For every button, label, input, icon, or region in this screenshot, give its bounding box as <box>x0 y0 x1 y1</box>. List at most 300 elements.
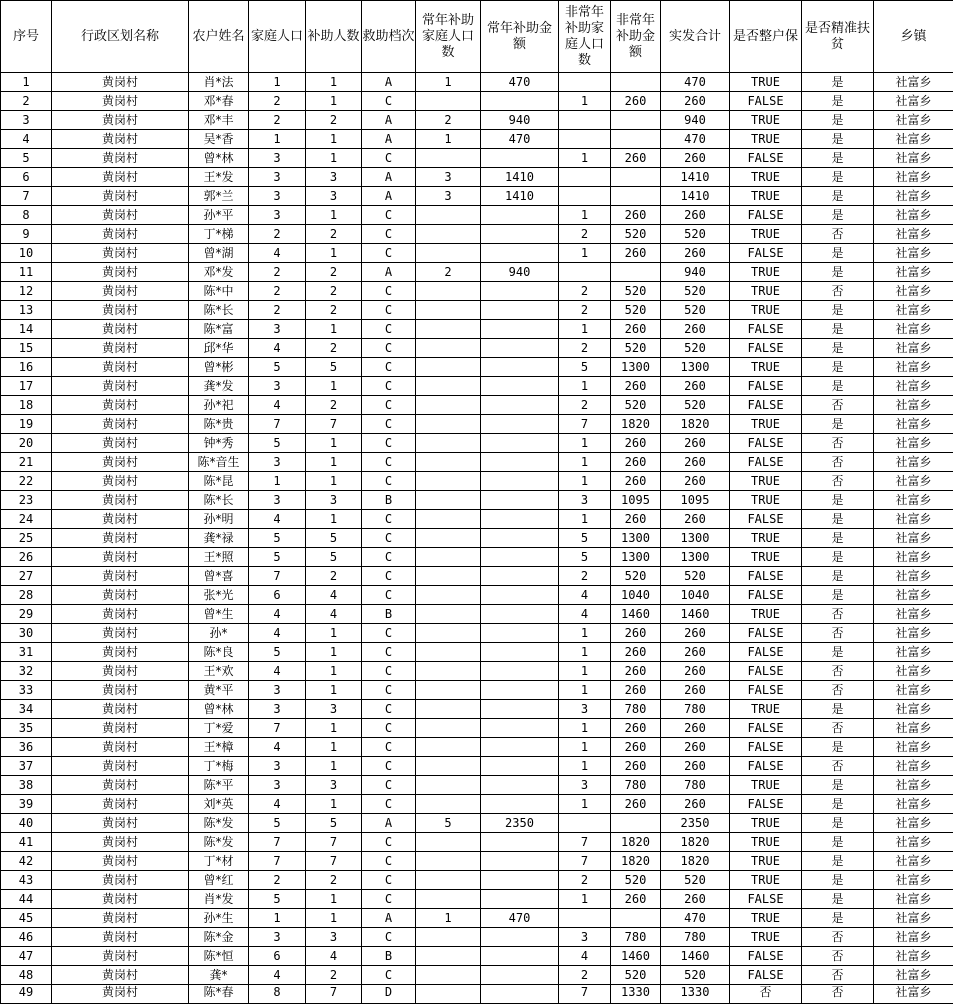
table-cell[interactable]: 陈*中 <box>189 282 249 301</box>
table-cell[interactable]: 37 <box>1 757 52 776</box>
table-cell[interactable]: 是 <box>802 833 874 852</box>
table-cell[interactable]: 社富乡 <box>874 833 953 852</box>
table-cell[interactable]: 王*欢 <box>189 662 249 681</box>
table-cell[interactable]: 黄岗村 <box>52 111 189 130</box>
table-cell[interactable]: 520 <box>661 396 730 415</box>
table-cell[interactable]: 黄岗村 <box>52 909 189 928</box>
table-cell[interactable]: 1 <box>559 453 611 472</box>
table-cell[interactable]: 470 <box>481 130 559 149</box>
table-cell[interactable]: 3 <box>249 206 306 225</box>
table-cell[interactable]: 邓*发 <box>189 263 249 282</box>
table-cell[interactable]: 7 <box>1 187 52 206</box>
table-cell[interactable]: 22 <box>1 472 52 491</box>
table-cell[interactable]: 2 <box>306 339 362 358</box>
column-header[interactable]: 行政区划名称 <box>52 1 189 73</box>
table-cell[interactable]: 1 <box>306 472 362 491</box>
table-cell[interactable]: 7 <box>306 833 362 852</box>
table-cell[interactable]: 陈*金 <box>189 928 249 947</box>
table-cell[interactable]: FALSE <box>730 206 802 225</box>
table-cell[interactable]: 1 <box>249 472 306 491</box>
table-cell[interactable]: 曾*生 <box>189 605 249 624</box>
table-cell[interactable] <box>481 928 559 947</box>
table-cell[interactable]: 780 <box>661 928 730 947</box>
table-cell[interactable]: 33 <box>1 681 52 700</box>
table-cell[interactable]: 是 <box>802 206 874 225</box>
table-cell[interactable]: 否 <box>802 928 874 947</box>
table-cell[interactable]: 32 <box>1 662 52 681</box>
table-cell[interactable]: 陈*春 <box>189 985 249 1004</box>
table-cell[interactable]: 4 <box>559 605 611 624</box>
table-cell[interactable]: 社富乡 <box>874 738 953 757</box>
table-cell[interactable]: 3 <box>249 928 306 947</box>
table-cell[interactable] <box>481 852 559 871</box>
table-cell[interactable] <box>481 871 559 890</box>
table-cell[interactable]: 3 <box>559 491 611 510</box>
table-cell[interactable]: 社富乡 <box>874 415 953 434</box>
table-cell[interactable]: 23 <box>1 491 52 510</box>
table-cell[interactable]: C <box>362 206 416 225</box>
table-cell[interactable]: 黄岗村 <box>52 415 189 434</box>
table-cell[interactable]: 6 <box>249 586 306 605</box>
table-cell[interactable]: 1 <box>306 795 362 814</box>
table-cell[interactable]: 丁*梯 <box>189 225 249 244</box>
table-cell[interactable]: 社富乡 <box>874 244 953 263</box>
table-cell[interactable] <box>416 890 481 909</box>
table-cell[interactable]: 260 <box>611 244 661 263</box>
table-cell[interactable]: 社富乡 <box>874 301 953 320</box>
table-cell[interactable]: D <box>362 985 416 1004</box>
table-cell[interactable]: 黄岗村 <box>52 244 189 263</box>
table-cell[interactable]: 2 <box>249 301 306 320</box>
table-cell[interactable]: 否 <box>802 396 874 415</box>
table-cell[interactable]: 520 <box>661 282 730 301</box>
table-cell[interactable]: 7 <box>306 415 362 434</box>
column-header[interactable]: 补助人数 <box>306 1 362 73</box>
table-cell[interactable]: C <box>362 339 416 358</box>
table-cell[interactable]: 陈*昆 <box>189 472 249 491</box>
table-cell[interactable]: 9 <box>1 225 52 244</box>
table-cell[interactable]: 1 <box>306 320 362 339</box>
table-cell[interactable]: FALSE <box>730 149 802 168</box>
table-cell[interactable]: FALSE <box>730 795 802 814</box>
table-cell[interactable]: FALSE <box>730 662 802 681</box>
table-cell[interactable]: 黄岗村 <box>52 833 189 852</box>
table-cell[interactable]: TRUE <box>730 358 802 377</box>
table-cell[interactable]: 5 <box>249 434 306 453</box>
table-cell[interactable]: 是 <box>802 377 874 396</box>
table-cell[interactable]: 1 <box>559 244 611 263</box>
table-cell[interactable]: 940 <box>661 111 730 130</box>
table-cell[interactable]: C <box>362 548 416 567</box>
table-cell[interactable]: C <box>362 795 416 814</box>
table-cell[interactable]: TRUE <box>730 871 802 890</box>
table-cell[interactable]: 48 <box>1 966 52 985</box>
table-cell[interactable]: 5 <box>249 529 306 548</box>
table-cell[interactable]: 18 <box>1 396 52 415</box>
table-cell[interactable] <box>481 453 559 472</box>
table-cell[interactable]: 1410 <box>481 187 559 206</box>
table-cell[interactable]: 260 <box>611 757 661 776</box>
table-cell[interactable]: C <box>362 377 416 396</box>
table-cell[interactable]: 社富乡 <box>874 149 953 168</box>
column-header[interactable]: 非常年补助金额 <box>611 1 661 73</box>
table-cell[interactable]: 社富乡 <box>874 491 953 510</box>
table-cell[interactable]: TRUE <box>730 776 802 795</box>
table-cell[interactable]: 肖*法 <box>189 73 249 92</box>
table-cell[interactable]: 1 <box>559 149 611 168</box>
table-cell[interactable] <box>481 244 559 263</box>
table-cell[interactable]: FALSE <box>730 339 802 358</box>
table-cell[interactable]: C <box>362 776 416 795</box>
table-cell[interactable]: 黄岗村 <box>52 453 189 472</box>
table-cell[interactable] <box>416 928 481 947</box>
table-cell[interactable] <box>416 852 481 871</box>
table-cell[interactable] <box>481 491 559 510</box>
table-cell[interactable] <box>481 662 559 681</box>
table-cell[interactable]: 13 <box>1 301 52 320</box>
table-cell[interactable]: 520 <box>661 301 730 320</box>
table-cell[interactable]: 5 <box>559 358 611 377</box>
table-cell[interactable]: TRUE <box>730 415 802 434</box>
table-cell[interactable]: 黄岗村 <box>52 605 189 624</box>
table-cell[interactable]: 7 <box>559 833 611 852</box>
table-cell[interactable]: 39 <box>1 795 52 814</box>
table-cell[interactable]: 社富乡 <box>874 263 953 282</box>
table-cell[interactable]: 社富乡 <box>874 472 953 491</box>
table-cell[interactable] <box>416 510 481 529</box>
table-cell[interactable]: 否 <box>802 624 874 643</box>
table-cell[interactable]: 520 <box>661 871 730 890</box>
table-cell[interactable] <box>481 472 559 491</box>
table-cell[interactable]: 否 <box>802 719 874 738</box>
table-cell[interactable]: 5 <box>249 814 306 833</box>
table-cell[interactable]: C <box>362 225 416 244</box>
table-cell[interactable]: 王*樟 <box>189 738 249 757</box>
table-cell[interactable] <box>611 111 661 130</box>
table-cell[interactable]: 是 <box>802 244 874 263</box>
table-cell[interactable]: 1 <box>559 643 611 662</box>
table-cell[interactable]: 260 <box>611 434 661 453</box>
table-cell[interactable]: 1 <box>306 738 362 757</box>
table-cell[interactable]: 1820 <box>661 833 730 852</box>
table-cell[interactable]: C <box>362 282 416 301</box>
table-cell[interactable]: 社富乡 <box>874 168 953 187</box>
table-cell[interactable]: 260 <box>661 757 730 776</box>
table-cell[interactable]: 470 <box>481 73 559 92</box>
table-cell[interactable]: A <box>362 130 416 149</box>
table-cell[interactable]: 1 <box>306 377 362 396</box>
table-cell[interactable]: 1330 <box>661 985 730 1004</box>
table-cell[interactable]: 2 <box>306 871 362 890</box>
table-cell[interactable]: 是 <box>802 149 874 168</box>
table-cell[interactable]: 780 <box>611 700 661 719</box>
table-cell[interactable]: 1 <box>306 643 362 662</box>
table-cell[interactable]: 1 <box>306 244 362 263</box>
table-cell[interactable]: 6 <box>249 947 306 966</box>
table-cell[interactable] <box>416 643 481 662</box>
table-cell[interactable]: 陈*良 <box>189 643 249 662</box>
table-cell[interactable]: 1 <box>559 377 611 396</box>
table-cell[interactable]: FALSE <box>730 510 802 529</box>
table-cell[interactable]: 1 <box>559 757 611 776</box>
table-cell[interactable]: 1410 <box>661 168 730 187</box>
table-cell[interactable]: TRUE <box>730 263 802 282</box>
table-cell[interactable]: 5 <box>249 643 306 662</box>
table-cell[interactable] <box>416 320 481 339</box>
table-cell[interactable] <box>416 947 481 966</box>
table-cell[interactable] <box>416 282 481 301</box>
table-cell[interactable]: 1 <box>559 434 611 453</box>
table-cell[interactable]: TRUE <box>730 529 802 548</box>
table-cell[interactable]: 780 <box>661 776 730 795</box>
table-cell[interactable]: 社富乡 <box>874 928 953 947</box>
table-cell[interactable]: TRUE <box>730 225 802 244</box>
table-cell[interactable]: 520 <box>611 966 661 985</box>
table-cell[interactable]: 孙*平 <box>189 206 249 225</box>
table-cell[interactable]: 2 <box>559 396 611 415</box>
table-cell[interactable]: 社富乡 <box>874 73 953 92</box>
table-cell[interactable]: 黄岗村 <box>52 301 189 320</box>
table-cell[interactable]: FALSE <box>730 947 802 966</box>
table-cell[interactable]: 520 <box>611 339 661 358</box>
table-cell[interactable]: 黄岗村 <box>52 776 189 795</box>
table-cell[interactable]: 7 <box>249 719 306 738</box>
table-cell[interactable]: C <box>362 681 416 700</box>
table-cell[interactable] <box>416 700 481 719</box>
table-cell[interactable]: TRUE <box>730 700 802 719</box>
table-cell[interactable]: 260 <box>661 472 730 491</box>
table-cell[interactable]: 是 <box>802 92 874 111</box>
table-cell[interactable]: 1300 <box>611 358 661 377</box>
table-cell[interactable]: 3 <box>249 453 306 472</box>
table-cell[interactable]: 黄岗村 <box>52 472 189 491</box>
table-cell[interactable]: 3 <box>249 681 306 700</box>
table-cell[interactable]: TRUE <box>730 814 802 833</box>
table-cell[interactable]: 4 <box>559 947 611 966</box>
table-cell[interactable] <box>611 909 661 928</box>
table-cell[interactable]: 否 <box>802 472 874 491</box>
table-cell[interactable]: 社富乡 <box>874 643 953 662</box>
table-cell[interactable]: 2 <box>306 301 362 320</box>
table-cell[interactable]: 黄岗村 <box>52 814 189 833</box>
table-cell[interactable]: 260 <box>611 472 661 491</box>
table-cell[interactable] <box>416 149 481 168</box>
table-cell[interactable]: 34 <box>1 700 52 719</box>
table-cell[interactable]: C <box>362 871 416 890</box>
table-cell[interactable]: 王*照 <box>189 548 249 567</box>
table-cell[interactable]: 41 <box>1 833 52 852</box>
table-cell[interactable]: 黄岗村 <box>52 662 189 681</box>
table-cell[interactable] <box>481 586 559 605</box>
table-cell[interactable]: 780 <box>661 700 730 719</box>
table-cell[interactable]: 5 <box>559 548 611 567</box>
table-cell[interactable]: 4 <box>249 339 306 358</box>
table-cell[interactable]: 260 <box>661 149 730 168</box>
table-cell[interactable]: 否 <box>730 985 802 1004</box>
table-cell[interactable] <box>481 149 559 168</box>
table-cell[interactable]: 7 <box>306 852 362 871</box>
table-cell[interactable]: 43 <box>1 871 52 890</box>
table-cell[interactable]: 5 <box>306 814 362 833</box>
column-header[interactable]: 是否整户保 <box>730 1 802 73</box>
table-cell[interactable]: 否 <box>802 605 874 624</box>
table-cell[interactable]: TRUE <box>730 548 802 567</box>
table-cell[interactable]: 社富乡 <box>874 206 953 225</box>
table-cell[interactable]: 5 <box>306 548 362 567</box>
table-cell[interactable]: 260 <box>661 662 730 681</box>
table-cell[interactable]: 1 <box>249 130 306 149</box>
table-cell[interactable]: 1 <box>306 757 362 776</box>
table-cell[interactable]: 1 <box>306 206 362 225</box>
table-cell[interactable]: 1460 <box>661 605 730 624</box>
table-cell[interactable] <box>559 263 611 282</box>
table-cell[interactable]: C <box>362 833 416 852</box>
table-cell[interactable]: 陈*发 <box>189 833 249 852</box>
table-cell[interactable]: 是 <box>802 909 874 928</box>
table-cell[interactable]: 曾*红 <box>189 871 249 890</box>
table-cell[interactable]: 260 <box>611 681 661 700</box>
table-cell[interactable]: 3 <box>249 187 306 206</box>
table-cell[interactable]: 1820 <box>661 415 730 434</box>
table-cell[interactable]: 5 <box>249 890 306 909</box>
table-cell[interactable]: 1040 <box>611 586 661 605</box>
table-cell[interactable] <box>481 320 559 339</box>
table-cell[interactable]: 1 <box>306 453 362 472</box>
table-cell[interactable]: 是 <box>802 871 874 890</box>
table-cell[interactable] <box>416 529 481 548</box>
table-cell[interactable]: 丁*爱 <box>189 719 249 738</box>
table-cell[interactable]: 260 <box>611 890 661 909</box>
table-cell[interactable]: 1 <box>559 92 611 111</box>
table-cell[interactable]: 龚* <box>189 966 249 985</box>
table-cell[interactable]: 社富乡 <box>874 282 953 301</box>
table-cell[interactable]: 5 <box>306 358 362 377</box>
table-cell[interactable]: 黄岗村 <box>52 852 189 871</box>
table-cell[interactable]: 3 <box>249 757 306 776</box>
table-cell[interactable]: 3 <box>306 928 362 947</box>
table-cell[interactable]: A <box>362 111 416 130</box>
table-cell[interactable]: A <box>362 187 416 206</box>
table-cell[interactable]: 940 <box>481 111 559 130</box>
table-cell[interactable]: FALSE <box>730 377 802 396</box>
table-cell[interactable]: 260 <box>611 719 661 738</box>
table-cell[interactable]: 黄岗村 <box>52 795 189 814</box>
table-cell[interactable]: 曾*喜 <box>189 567 249 586</box>
table-cell[interactable]: 1 <box>249 909 306 928</box>
table-cell[interactable]: 260 <box>661 643 730 662</box>
table-cell[interactable]: 19 <box>1 415 52 434</box>
table-cell[interactable]: 3 <box>416 187 481 206</box>
table-cell[interactable]: 1 <box>306 909 362 928</box>
table-cell[interactable]: 3 <box>249 491 306 510</box>
table-cell[interactable]: 2 <box>249 263 306 282</box>
table-cell[interactable] <box>416 301 481 320</box>
table-cell[interactable]: 社富乡 <box>874 605 953 624</box>
table-cell[interactable]: 1 <box>306 92 362 111</box>
table-cell[interactable]: 1 <box>306 73 362 92</box>
table-cell[interactable] <box>416 871 481 890</box>
table-cell[interactable]: 4 <box>249 244 306 263</box>
table-cell[interactable]: 是 <box>802 529 874 548</box>
table-cell[interactable] <box>416 985 481 1004</box>
table-cell[interactable]: C <box>362 92 416 111</box>
table-cell[interactable]: 2 <box>559 567 611 586</box>
table-cell[interactable]: 1820 <box>611 415 661 434</box>
table-cell[interactable]: 黄岗村 <box>52 434 189 453</box>
table-cell[interactable]: C <box>362 643 416 662</box>
table-cell[interactable]: 470 <box>661 909 730 928</box>
table-cell[interactable]: 3 <box>249 377 306 396</box>
table-cell[interactable]: 4 <box>249 738 306 757</box>
table-cell[interactable]: 1300 <box>611 529 661 548</box>
table-cell[interactable]: 20 <box>1 434 52 453</box>
table-cell[interactable]: 黄岗村 <box>52 358 189 377</box>
table-cell[interactable]: 黄岗村 <box>52 377 189 396</box>
table-cell[interactable] <box>611 187 661 206</box>
table-cell[interactable]: 黄岗村 <box>52 73 189 92</box>
table-cell[interactable]: 1 <box>559 206 611 225</box>
table-cell[interactable]: B <box>362 605 416 624</box>
table-cell[interactable] <box>559 187 611 206</box>
table-cell[interactable] <box>481 985 559 1004</box>
table-cell[interactable]: 260 <box>611 795 661 814</box>
table-cell[interactable]: FALSE <box>730 567 802 586</box>
table-cell[interactable]: 黄岗村 <box>52 681 189 700</box>
table-cell[interactable]: 黄岗村 <box>52 567 189 586</box>
table-cell[interactable]: 社富乡 <box>874 130 953 149</box>
table-cell[interactable]: 260 <box>611 206 661 225</box>
table-cell[interactable]: 1 <box>306 662 362 681</box>
table-cell[interactable] <box>416 339 481 358</box>
table-cell[interactable]: 260 <box>661 453 730 472</box>
table-cell[interactable]: 2 <box>416 263 481 282</box>
table-cell[interactable]: 260 <box>611 662 661 681</box>
table-cell[interactable]: FALSE <box>730 453 802 472</box>
table-cell[interactable]: 否 <box>802 225 874 244</box>
table-cell[interactable]: 黄岗村 <box>52 339 189 358</box>
table-cell[interactable]: 3 <box>559 700 611 719</box>
table-cell[interactable]: 520 <box>611 301 661 320</box>
table-cell[interactable]: FALSE <box>730 719 802 738</box>
column-header[interactable]: 家庭人口 <box>249 1 306 73</box>
table-cell[interactable]: 2350 <box>661 814 730 833</box>
table-cell[interactable]: 1 <box>559 719 611 738</box>
table-cell[interactable]: 社富乡 <box>874 624 953 643</box>
table-cell[interactable]: 4 <box>1 130 52 149</box>
table-cell[interactable]: 是 <box>802 700 874 719</box>
table-cell[interactable]: TRUE <box>730 833 802 852</box>
table-cell[interactable]: 260 <box>611 453 661 472</box>
table-cell[interactable]: 2 <box>306 396 362 415</box>
table-cell[interactable]: 520 <box>661 567 730 586</box>
table-cell[interactable]: 4 <box>249 605 306 624</box>
table-cell[interactable]: 28 <box>1 586 52 605</box>
table-cell[interactable]: 1040 <box>661 586 730 605</box>
table-cell[interactable]: 1 <box>559 662 611 681</box>
table-cell[interactable]: C <box>362 719 416 738</box>
table-cell[interactable] <box>416 719 481 738</box>
table-cell[interactable]: 1820 <box>611 852 661 871</box>
table-cell[interactable]: 7 <box>249 852 306 871</box>
table-cell[interactable]: 5 <box>559 529 611 548</box>
table-cell[interactable] <box>416 662 481 681</box>
table-cell[interactable]: 黄岗村 <box>52 757 189 776</box>
table-cell[interactable]: 是 <box>802 852 874 871</box>
table-cell[interactable]: 49 <box>1 985 52 1004</box>
column-header[interactable]: 非常年补助家庭人口数 <box>559 1 611 73</box>
table-cell[interactable]: 社富乡 <box>874 814 953 833</box>
table-cell[interactable] <box>559 111 611 130</box>
